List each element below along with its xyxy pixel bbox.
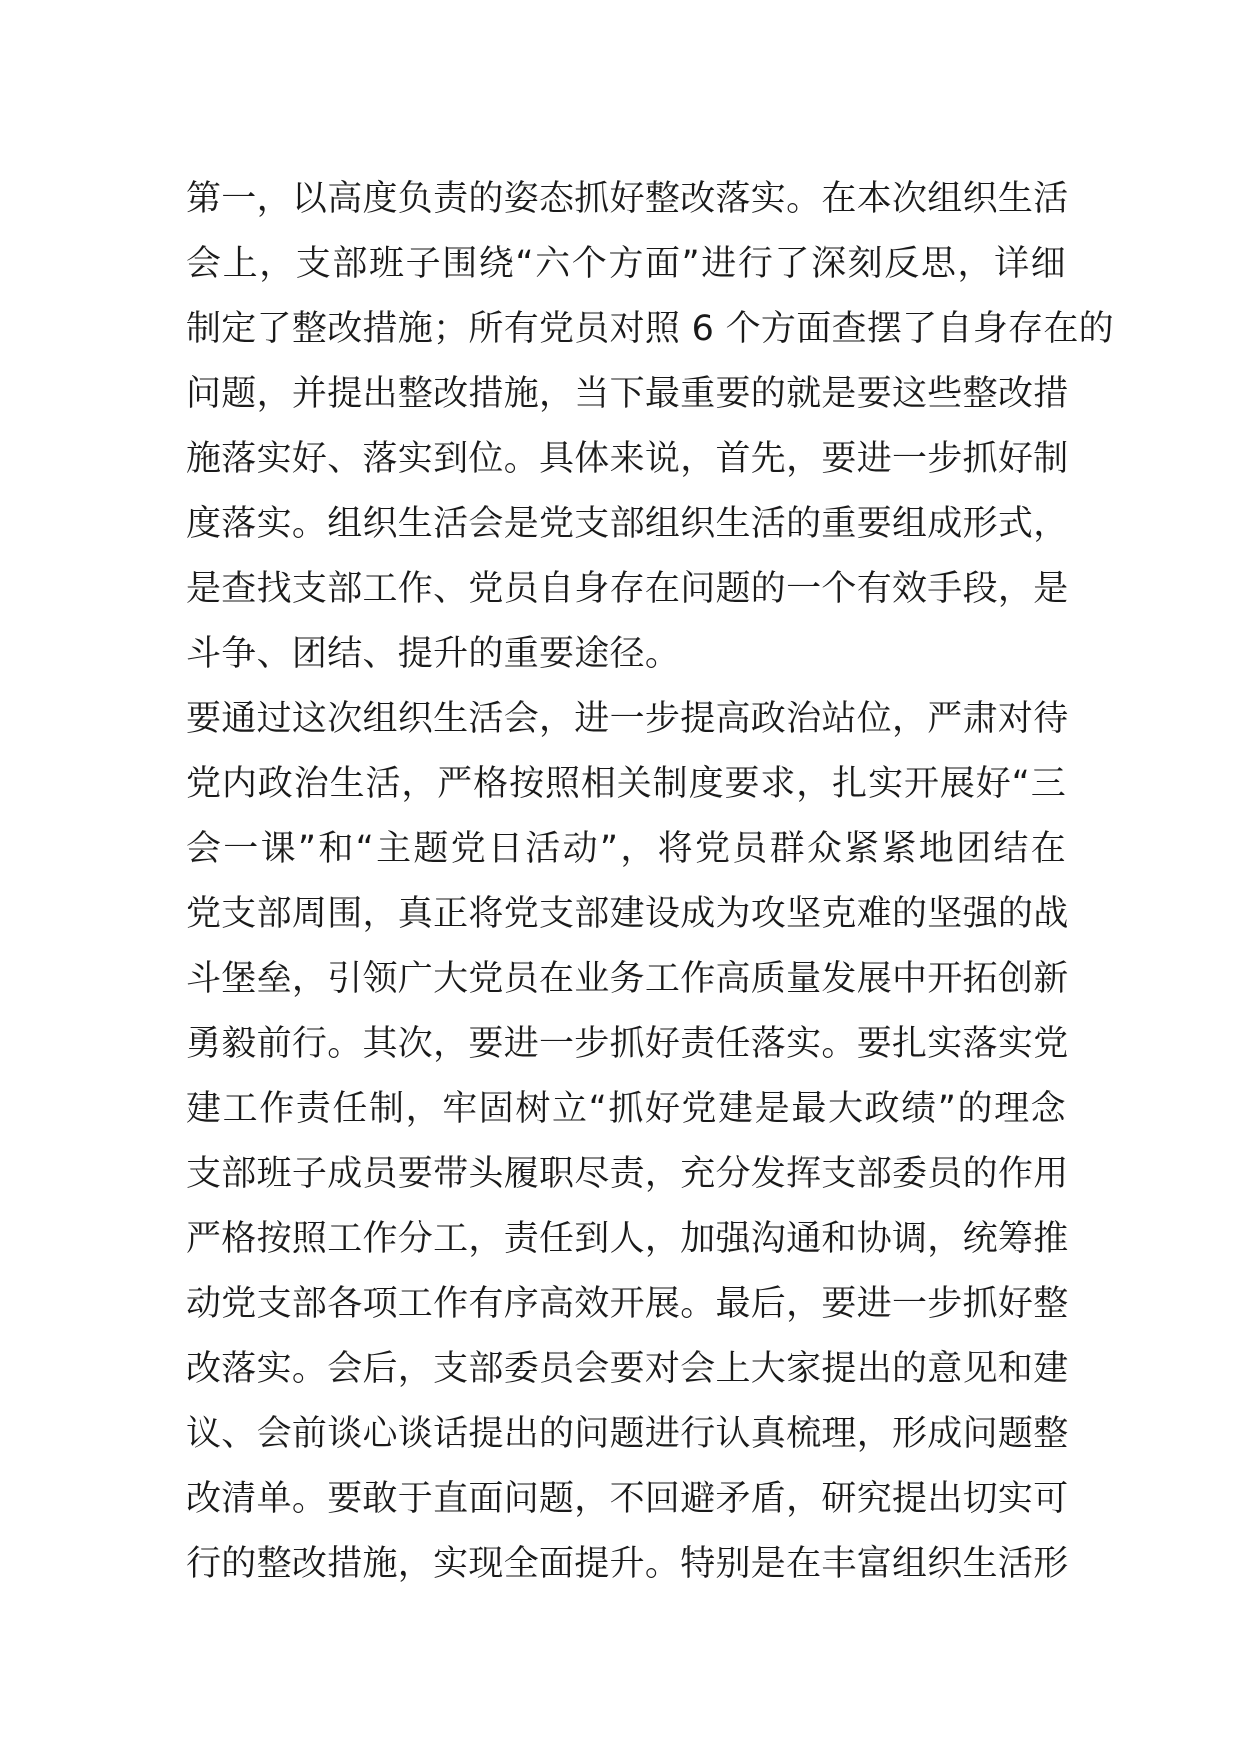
body-text — [186, 167, 1114, 1597]
text-line: 斗争、团结、提升的重要途径。 — [186, 634, 681, 674]
text-line: 行的整改措施，实现全面提升。特别是在丰富组织生活形 — [186, 1544, 1069, 1584]
text-line: 动党支部各项工作有序高效开展。最后，要进一步抓好整 — [186, 1284, 1069, 1324]
text-line: 制定了整改措施；所有党员对照 6 个方面查摆了自身存在的 — [186, 309, 1114, 349]
text-line: 支部班子成员要带头履职尽责，充分发挥支部委员的作用 — [186, 1154, 1069, 1194]
text-line: 度落实。组织生活会是党支部组织生活的重要组成形式， — [186, 504, 1069, 544]
paragraph-1 — [186, 167, 1114, 687]
text-line: 改清单。要敢于直面问题，不回避矛盾，研究提出切实可 — [186, 1479, 1069, 1519]
text-line: 建工作责任制，牢固树立“抓好党建是最大政绩”的理念 — [186, 1089, 1066, 1129]
text-line: 会上，支部班子围绕“六个方面”进行了深刻反思，详细 — [186, 244, 1066, 284]
text-line: 改落实。会后，支部委员会要对会上大家提出的意见和建 — [186, 1349, 1069, 1389]
text-line: 施落实好、落实到位。具体来说，首先，要进一步抓好制 — [186, 439, 1069, 479]
text-line: 会一课”和“主题党日活动”，将党员群众紧紧地团结在 — [186, 829, 1066, 869]
text-line: 议、会前谈心谈话提出的问题进行认真梳理，形成问题整 — [186, 1414, 1069, 1454]
text-line: 要通过这次组织生活会，进一步提高政治站位，严肃对待 — [186, 699, 1069, 739]
text-line: 勇毅前行。其次，要进一步抓好责任落实。要扎实落实党 — [186, 1024, 1069, 1064]
text-line: 问题，并提出整改措施，当下最重要的就是要这些整改措 — [186, 374, 1069, 414]
text-line: 严格按照工作分工，责任到人，加强沟通和协调，统筹推 — [186, 1219, 1069, 1259]
text-line: 第一，以高度负责的姿态抓好整改落实。在本次组织生活 — [186, 179, 1069, 219]
text-line: 是查找支部工作、党员自身存在问题的一个有效手段，是 — [186, 569, 1069, 609]
text-line: 党支部周围，真正将党支部建设成为攻坚克难的坚强的战 — [186, 894, 1069, 934]
text-line: 斗堡垒，引领广大党员在业务工作高质量发展中开拓创新 — [186, 959, 1069, 999]
paragraph-2 — [186, 687, 1069, 1597]
text-line: 党内政治生活，严格按照相关制度要求，扎实开展好“三 — [186, 764, 1066, 804]
